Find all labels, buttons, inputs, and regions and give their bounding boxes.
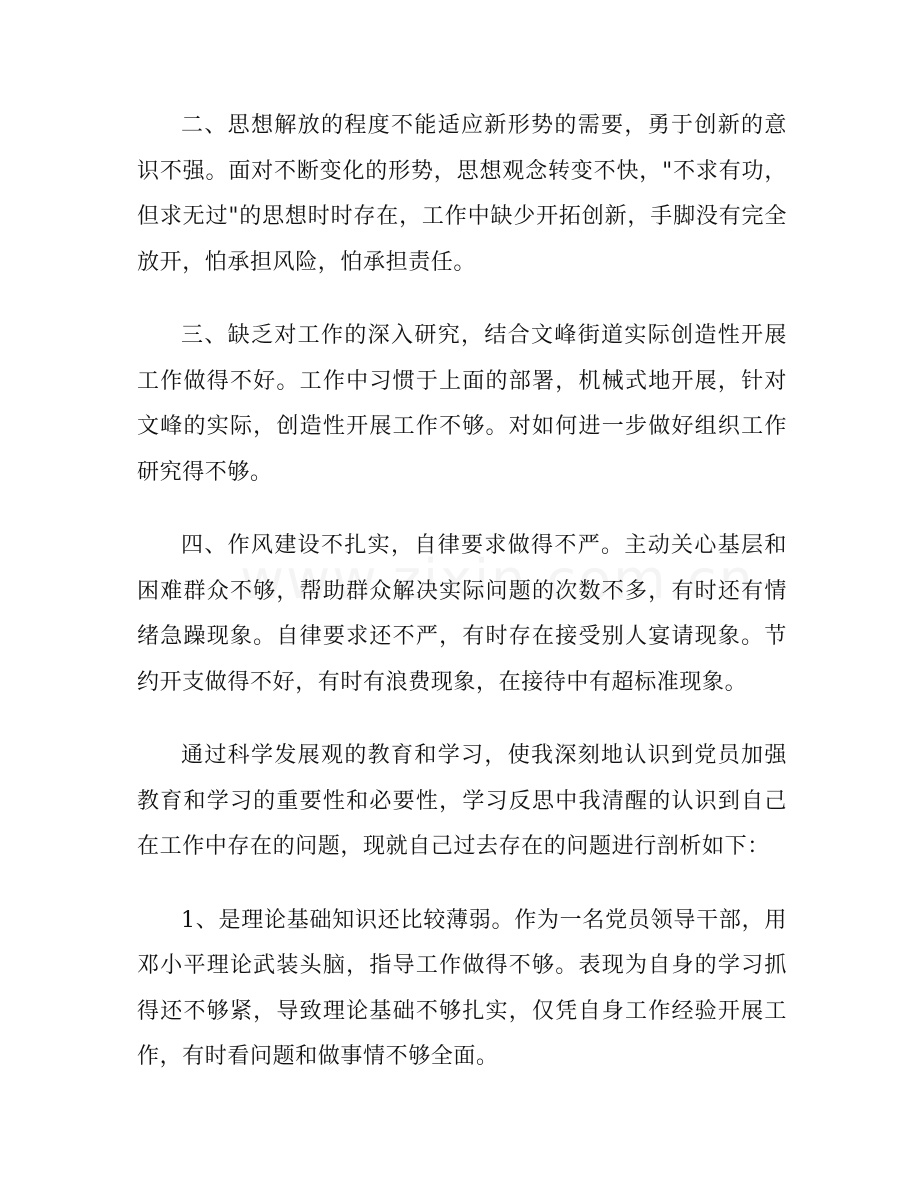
paragraph-analysis-intro: 通过科学发展观的教育和学习，使我深刻地认识到党员加强教育和学习的重要性和必要性，学习反思中我清醒的认识到自己在工作中存在的问题，现就自己过去存在的问题进行剖析如下： — [137, 743, 787, 859]
paragraph-item-1: 1、是理论基础知识还比较薄弱。作为一名党员领导干部，用邓小平理论武装头脑，指导工作做得不够。表现为自身的学习抓得还不够紧，导致理论基础不够扎实，仅凭自身工作经验开展工作，有时看问题和做事情不够全面。 — [137, 907, 787, 1069]
paragraph-2: 二、思想解放的程度不能适应新形势的需要，勇于创新的意识不强。面对不断变化的形势，思想观念转变不快，"不求有功，但求无过"的思想时时存在，工作中缺少开拓创新，手脚没有完全放开，怕承担风险，怕承担责任。 — [137, 113, 787, 275]
paragraph-4: 四、作风建设不扎实，自律要求做得不严。主动关心基层和困难群众不够，帮助群众解决实际问题的次数不多，有时还有情绪急躁现象。自律要求还不严，有时存在接受别人宴请现象。节约开支做得不好，有时有浪费现象，在接待中有超标准现象。 — [137, 533, 787, 695]
paragraph-3: 三、缺乏对工作的深入研究，结合文峰街道实际创造性开展工作做得不好。工作中习惯于上面的部署，机械式地开展，针对文峰的实际，创造性开展工作不够。对如何进一步做好组织工作研究得不够。 — [137, 323, 787, 485]
document-body — [137, 103, 787, 1108]
